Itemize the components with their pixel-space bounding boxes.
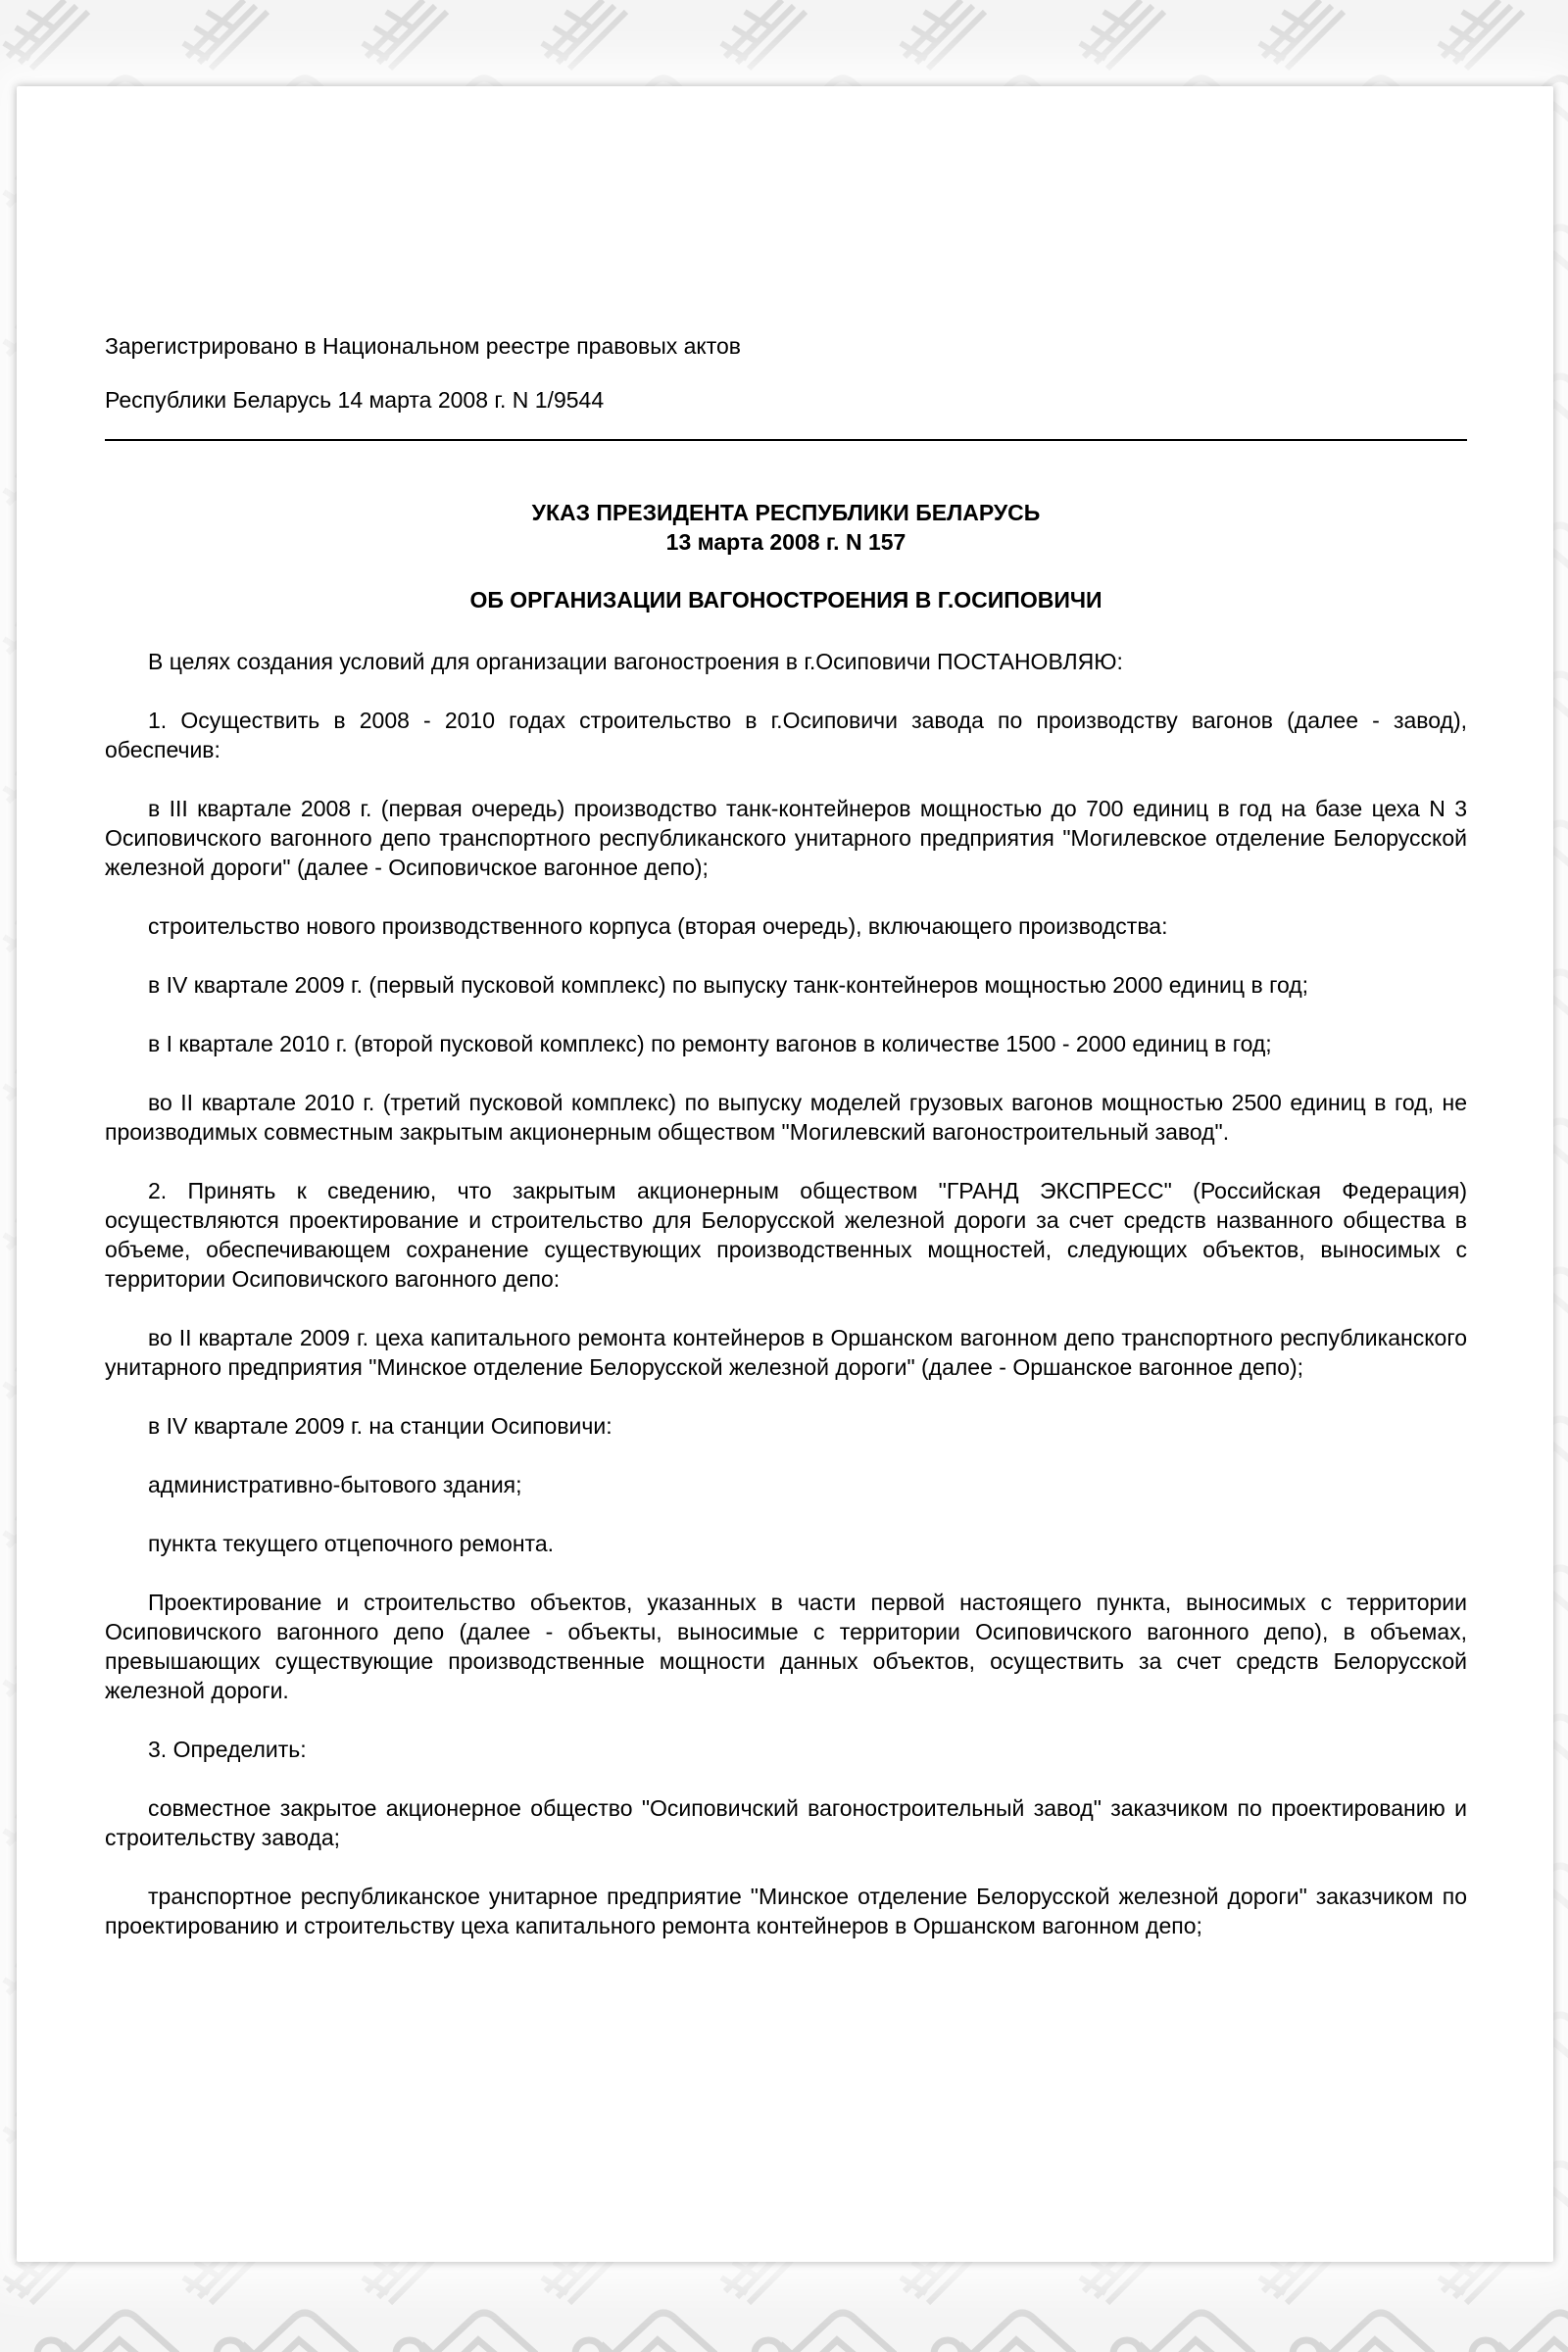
paragraph: в IV квартале 2009 г. на станции Осиповичи:: [148, 1413, 612, 1439]
registration-line-2: Республики Беларусь 14 марта 2008 г. N 1/9544: [105, 387, 605, 413]
registration-line-1: Зарегистрировано в Национальном реестре правовых актов: [105, 333, 742, 359]
paragraph: В целях создания условий для организации вагоностроения в г.Осиповичи ПОСТАНОВЛЯЮ:: [148, 649, 1123, 674]
paragraph: во II квартале 2010 г. (третий пусковой комплекс) по выпуску моделей грузовых вагонов мощностью 2500 единиц в год, не производимых совместным закрытым акционерным обществом "Могилевский вагоностроительный завод".: [105, 1090, 1467, 1145]
paragraph: 2. Принять к сведению, что закрытым акционерным обществом "ГРАНД ЭКСПРЕСС" (Российская Федерация) осуществляются проектирование и строительство для Белорусской железной дороги за счет средств названного общества в объеме, обеспечивающем сохранение существующих производственных мощностей, следующих объектов, выносимых с территории Осиповичского вагонного депо:: [105, 1178, 1467, 1292]
paragraph: строительство нового производственного корпуса (вторая очередь), включающего производства:: [148, 913, 1168, 939]
document-page: [17, 86, 1553, 2262]
registration-block: [105, 331, 1467, 441]
paragraph: во II квартале 2009 г. цеха капитального ремонта контейнеров в Оршанском вагонном депо транспортного республиканского унитарного предприятия "Минское отделение Белорусской железной дороги" (далее - Оршанское вагонное депо);: [105, 1325, 1467, 1380]
decree-subject: ОБ ОРГАНИЗАЦИИ ВАГОНОСТРОЕНИЯ В Г.ОСИПОВИЧИ: [469, 587, 1102, 612]
paragraph: совместное закрытое акционерное общество "Осиповичский вагоностроительный завод" заказчиком по проектированию и строительству завода;: [105, 1795, 1467, 1850]
paragraph: в I квартале 2010 г. (второй пусковой комплекс) по ремонту вагонов в количестве 1500 - 2000 единиц в год;: [148, 1031, 1272, 1056]
paragraph: в III квартале 2008 г. (первая очередь) производство танк-контейнеров мощностью до 700 единиц в год на базе цеха N 3 Осиповичского вагонного депо транспортного республиканского унитарного предприятия "Могилевское отделение Белорусской железной дороги" (далее - Осиповичское вагонное депо);: [105, 796, 1467, 880]
document-body: [105, 647, 1467, 1940]
paragraph: в IV квартале 2009 г. (первый пусковой комплекс) по выпуску танк-контейнеров мощностью 2000 единиц в год;: [148, 972, 1309, 998]
divider-rule: [105, 439, 1467, 441]
paragraph: административно-бытового здания;: [148, 1472, 522, 1497]
title-block: [105, 498, 1467, 557]
decree-title: УКАЗ ПРЕЗИДЕНТА РЕСПУБЛИКИ БЕЛАРУСЬ: [531, 500, 1041, 525]
paragraph: 3. Определить:: [148, 1737, 307, 1762]
paragraph: пункта текущего отцепочного ремонта.: [148, 1531, 554, 1556]
paragraph: Проектирование и строительство объектов, указанных в части первой настоящего пункта, выносимых с территории Осиповичского вагонного депо (далее - объекты, выносимые с территории Осиповичского вагонного депо), в объемах, превышающих существующие производственные мощности данных объектов, осуществить за счет средств Белорусской железной дороги.: [105, 1590, 1467, 1703]
paragraph: 1. Осуществить в 2008 - 2010 годах строительство в г.Осиповичи завода по производству вагонов (далее - завод), обеспечив:: [105, 708, 1467, 762]
decree-date-number: 13 марта 2008 г. N 157: [665, 529, 906, 555]
document-content: [17, 86, 1553, 1940]
paragraph: транспортное республиканское унитарное предприятие "Минское отделение Белорусской железной дороги" заказчиком по проектированию и строительству цеха капитального ремонта контейнеров в Оршанском вагонном депо;: [105, 1884, 1467, 1938]
